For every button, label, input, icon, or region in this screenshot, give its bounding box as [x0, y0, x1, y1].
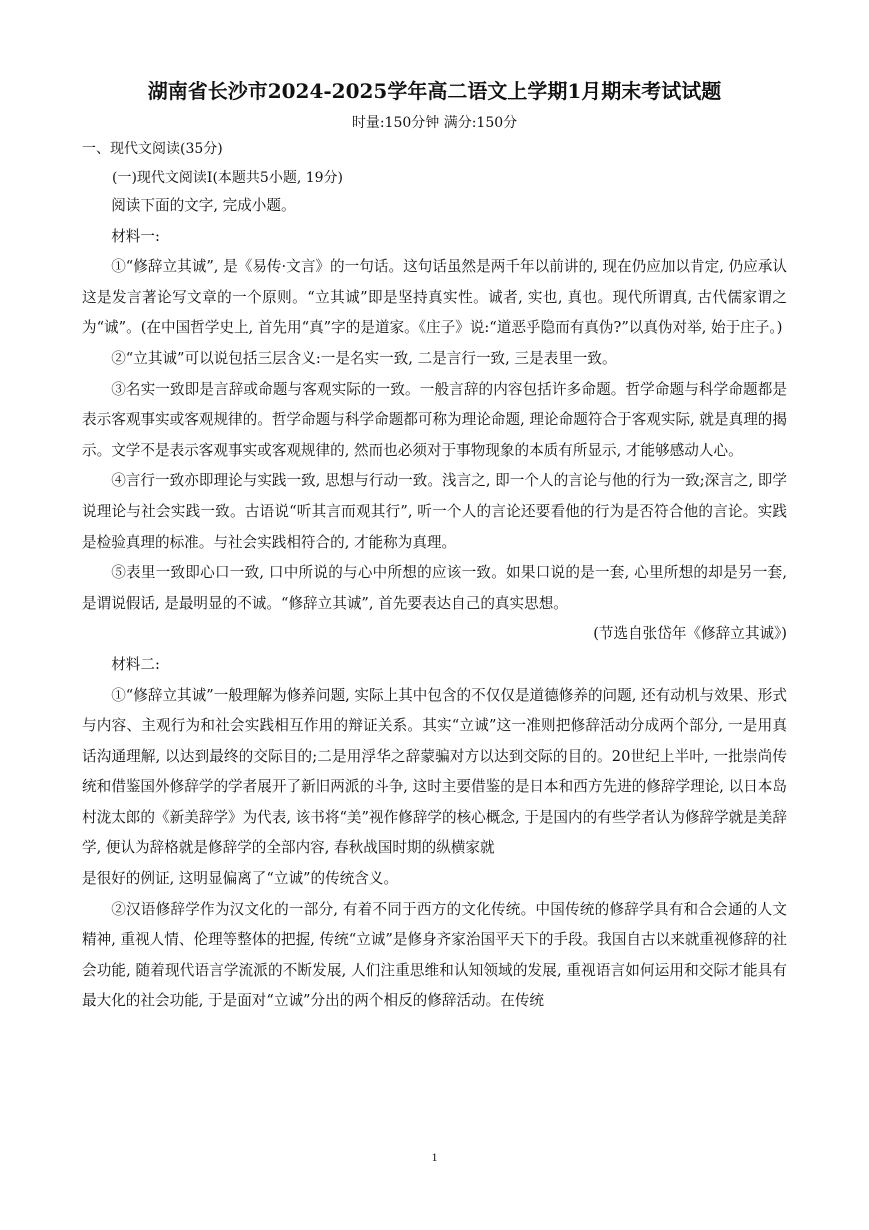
exam-subtitle: 时量:150分钟 满分:150分 — [351, 115, 518, 131]
material-one-paragraph-2: ②“立其诚”可以说包括三层含义:一是名实一致, 二是言行一致, 三是表里一致。 — [111, 349, 617, 367]
reading-instruction: 阅读下面的文字, 完成小题。 — [111, 197, 296, 214]
material-one-source: (节选自张岱年《修辞立其诚》) — [593, 625, 787, 643]
material-one-paragraph-3: ③名实一致即是言辞或命题与客观实际的一致。一般言辞的内容包括许多命题。哲学命题与科学命题都是表示客观事实或客观规律的。哲学命题与科学命题都可称为理论命题, 理论命题符合于客观实际, 就是真理的揭示。文学不是表示客观事实或客观规律的, 然而也必须对于事物现象的本质有所显示, 才能够感动人心。 — [82, 380, 787, 459]
material-two-paragraph-2: ②汉语修辞学作为汉文化的一部分, 有着不同于西方的文化传统。中国传统的修辞学具有和合会通的人文精神, 重视人情、伦理等整体的把握, 传统“立诚”是修身齐家治国平天下的手段。我国自古以来就重视修辞的社会功能, 随着现代语言学流派的不断发展, 人们注重思维和认知领域的发展, 重视语言如何运用和交际才能具有最大化的社会功能, 于是面对“立诚”分出的两个相反的修辞活动。在传统 — [82, 900, 787, 1010]
material-two-paragraph-1: ①“修辞立其诚”一般理解为修养问题, 实际上其中包含的不仅仅是道德修养的问题, 还有动机与效果、形式与内容、主观行为和社会实践相互作用的辩证关系。其实“立诚”这一准则把修辞活动分成两个部分, 一是用真话沟通理解, 以达到最终的交际目的;二是用浮华之辞蒙骗对方以达到交际的目的。20世纪上半叶, 一批崇尚传统和借鉴国外修辞学的学者展开了新旧两派的斗争, 这时主要借鉴的是日本和西方先进的修辞学理论, 以日本岛村泷太郎的《新美辞学》为代表, 该书将“美”视作修辞学的核心概念, 于是国内的有些学者认为修辞学就是美辞学, 便认为辞格就是修辞学的全部内容, 春秋战国时期的纵横家就 — [82, 686, 787, 857]
section-heading: 一、现代文阅读(35分) — [82, 141, 223, 157]
material-two-paragraph-1-continued: 是很好的例证, 这明显偏离了“立诚”的传统含义。 — [82, 870, 399, 888]
material-one-paragraph-5: ⑤表里一致即心口一致, 口中所说的与心中所想的应该一致。如果口说的是一套, 心里所想的却是另一套, 是谓说假话, 是最明显的不诚。“修辞立其诚”, 首先要表达自己的真实思想。 — [82, 564, 787, 612]
subsection-heading: (一)现代文阅读I(本题共5小题, 19分) — [112, 170, 343, 186]
exam-title: 湖南省长沙市2024-2025学年高二语文上学期1月期末考试试题 — [147, 79, 722, 103]
page-number: 1 — [431, 1150, 438, 1164]
material-two-label: 材料二: — [111, 655, 160, 673]
material-one-paragraph-1: ①“修辞立其诚”, 是《易传·文言》的一句话。这句话虽然是两千年以前讲的, 现在仍应加以肯定, 仍应承认这是发言著论写文章的一个原则。“立其诚”即是坚持真实性。诚者, 实也, 真也。现代所谓真, 古代儒家谓之为“诚”。(在中国哲学史上, 首先用“真”字的是道家。《庄子》说:“道恶乎隐而有真伪?”以真伪对举, 始于庄子。) — [82, 258, 787, 337]
material-one-paragraph-4: ④言行一致亦即理论与实践一致, 思想与行动一致。浅言之, 即一个人的言论与他的行为一致;深言之, 即学说理论与社会实践一致。古语说“听其言而观其行”, 听一个人的言论还要看他的行为是否符合他的言论。实践是检验真理的标准。与社会实践相符合的, 才能称为真理。 — [82, 472, 787, 551]
material-one-label: 材料一: — [111, 227, 160, 245]
